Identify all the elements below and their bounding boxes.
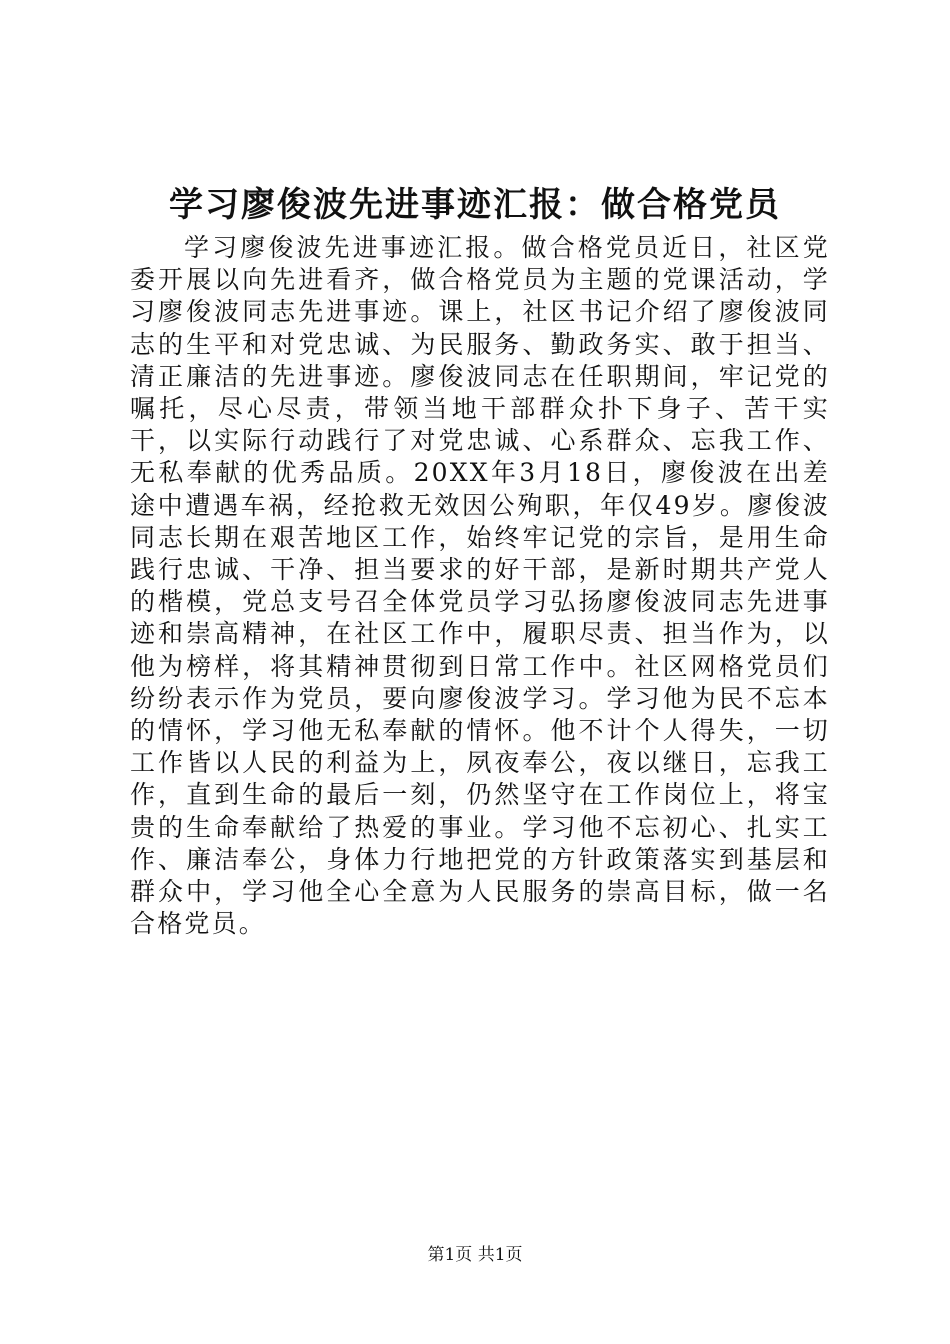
document-title: 学习廖俊波先进事迹汇报：做合格党员 [169, 185, 781, 225]
document-body-paragraph: 学习廖俊波先进事迹汇报。做合格党员近日，社区党委开展以向先进看齐，做合格党员为主题的党课活动，学习廖俊波同志先进事迹。课上，社区书记介绍了廖俊波同志的生平和对党忠诚、为民服务、勤政务实、敢于担当、清正廉洁的先进事迹。廖俊波同志在任职期间，牢记党的嘱托，尽心尽责，带领当地干部群众扑下身子、苦干实干，以实际行动践行了对党忠诚、心系群众、忘我工作、无私奉献的优秀品质。20XX年3月18日，廖俊波在出差途中遭遇车祸，经抢救无效因公殉职，年仅49岁。廖俊波同志长期在艰苦地区工作，始终牢记党的宗旨，是用生命践行忠诚、干净、担当要求的好干部，是新时期共产党人的楷模，党总支号召全体党员学习弘扬廖俊波同志先进事迹和崇高精神，在社区工作中，履职尽责、担当作为，以他为榜样，将其精神贯彻到日常工作中。社区网格党员们纷纷表示作为党员，要向廖俊波学习。学习他为民不忘本的情怀，学习他无私奉献的情怀。他不计个人得失，一切工作皆以人民的利益为上，夙夜奉公，夜以继日，忘我工作，直到生命的最后一刻，仍然坚守在工作岗位上，将宝贵的生命奉献给了热爱的事业。学习他不忘初心、扎实工作、廉洁奉公，身体力行地把党的方针政策落实到基层和群众中，学习他全心全意为人民服务的崇高目标，做一名合格党员。 [130, 233, 830, 939]
page-number-footer: 第1页 共1页 [427, 1245, 523, 1265]
